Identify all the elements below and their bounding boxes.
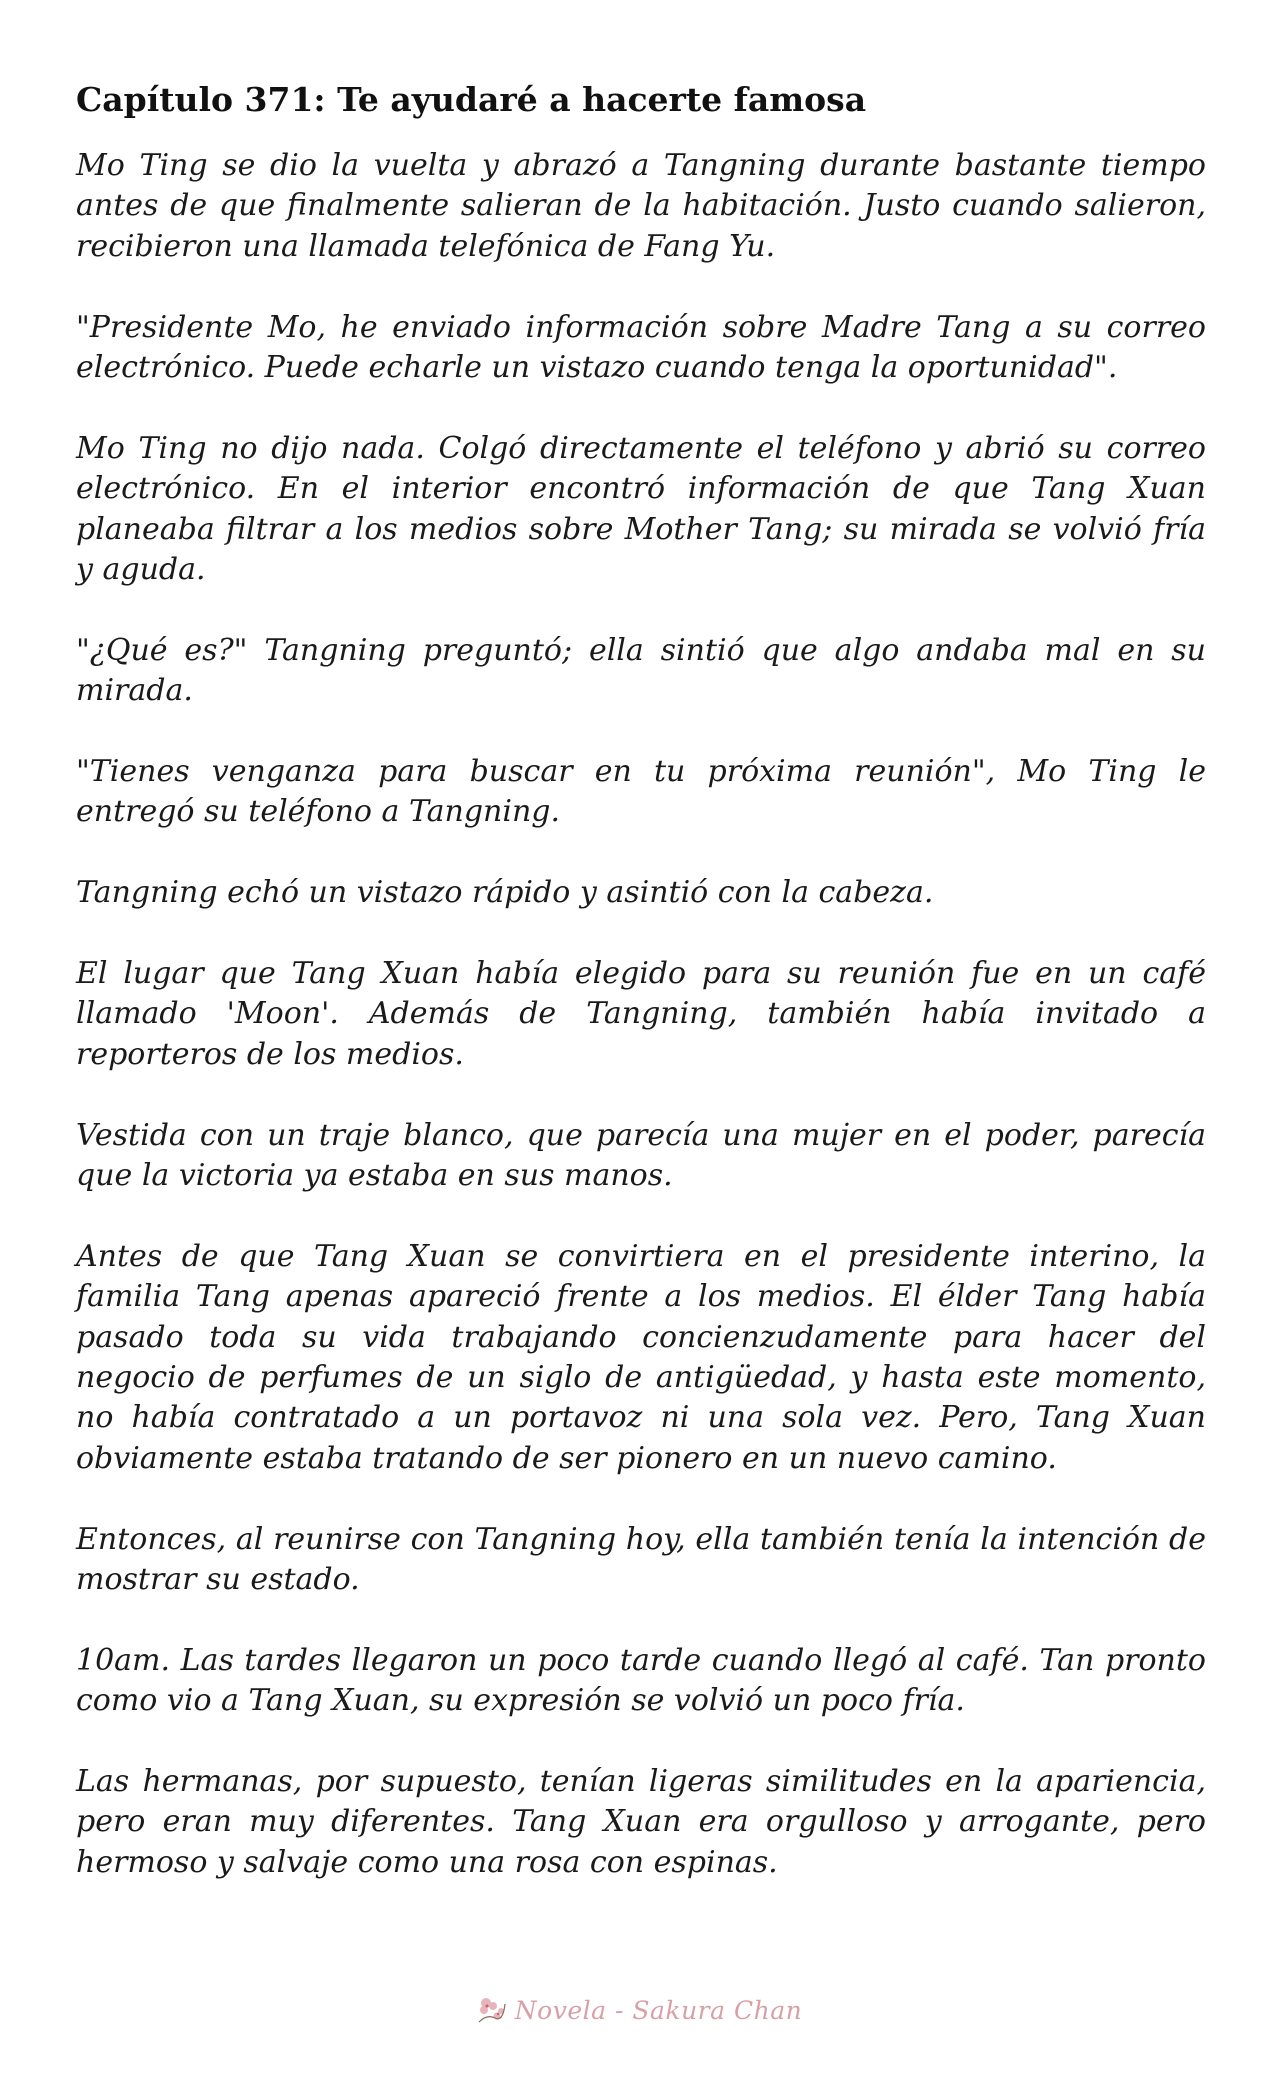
chapter-body [76, 146, 1206, 1883]
paragraph: "¿Qué es?" Tangning preguntó; ella sintió que algo andaba mal en su mirada. [76, 632, 1206, 709]
paragraph: Entonces, al reunirse con Tangning hoy, ella también tenía la intención de mostrar su estado. [76, 1521, 1206, 1598]
paragraph: "Presidente Mo, he enviado información sobre Madre Tang a su correo electrónico. Puede echarle un vistazo cuando tenga la oportunidad". [76, 309, 1206, 386]
watermark-text: Novela - Sakura Chan [514, 1995, 803, 2025]
document-page [76, 70, 1206, 1924]
paragraph: Las hermanas, por supuesto, tenían ligeras similitudes en la apariencia, pero eran muy diferentes. Tang Xuan era orgulloso y arrogante, pero hermoso y salvaje como una rosa con espinas. [76, 1764, 1206, 1880]
paragraph: Tangning echó un vistazo rápido y asintió con la cabeza. [76, 875, 934, 911]
sakura-blossom-icon [473, 1992, 509, 2028]
paragraph: "Tienes venganza para buscar en tu próxima reunión", Mo Ting le entregó su teléfono a Tangning. [76, 754, 1206, 830]
paragraph: Mo Ting no dijo nada. Colgó directamente el teléfono y abrió su correo electrónico. En el interior encontró información de que Tang Xuan planeaba filtrar a los medios sobre Mother Tang; su mirada se volvió fría y aguda. [76, 430, 1206, 588]
chapter-title: Capítulo 371: Te ayudaré a hacerte famosa [76, 80, 867, 119]
paragraph: Antes de que Tang Xuan se convirtiera en el presidente interino, la familia Tang apenas apareció frente a los medios. El élder Tang había pasado toda su vida trabajando concienzudamente para hacer del negocio de perfumes de un siglo de antigüedad, y hasta este momento, no había contratado a un portavoz ni una sola vez. Pero, Tang Xuan obviamente estaba tratando de ser pionero en un nuevo camino. [76, 1238, 1206, 1476]
paragraph: Mo Ting se dio la vuelta y abrazó a Tangning durante bastante tiempo antes de que finalmente salieran de la habitación. Justo cuando salieron, recibieron una llamada telefónica de Fang Yu. [76, 148, 1206, 264]
paragraph: El lugar que Tang Xuan había elegido para su reunión fue en un café llamado 'Moon'. Además de Tangning, también había invitado a reporteros de los medios. [76, 956, 1206, 1072]
paragraph: 10am. Las tardes llegaron un poco tarde cuando llegó al café. Tan pronto como vio a Tang Xuan, su expresión se volvió un poco fría. [76, 1642, 1206, 1719]
paragraph: Vestida con un traje blanco, que parecía una mujer en el poder, parecía que la victoria ya estaba en sus manos. [76, 1117, 1206, 1194]
footer-watermark [0, 1992, 1275, 2042]
